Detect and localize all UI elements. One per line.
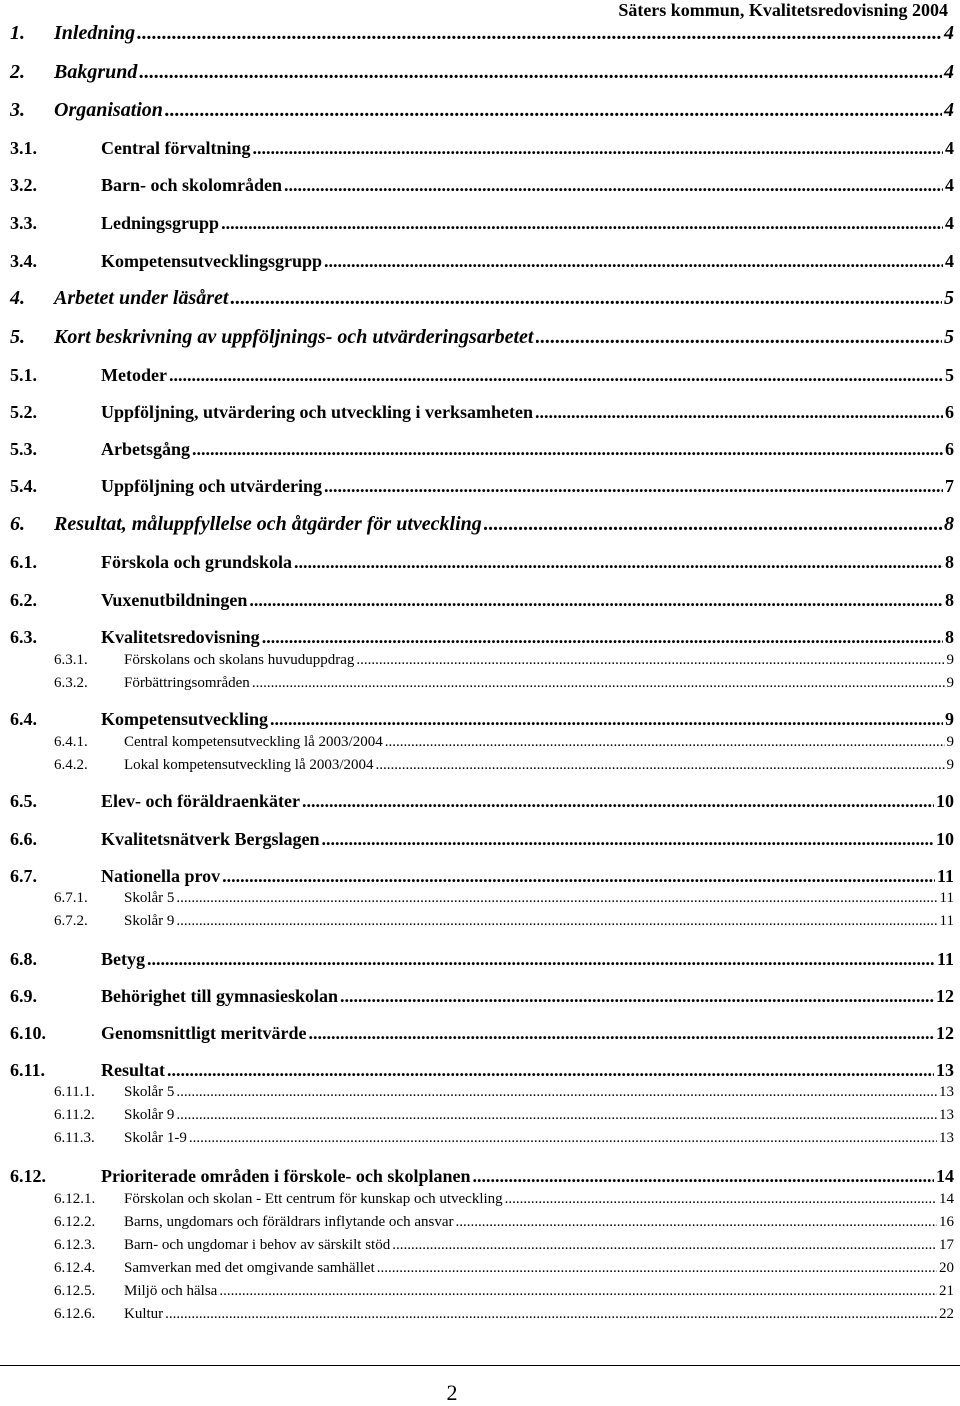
toc-entry-title: Central förvaltning	[101, 138, 251, 158]
toc-leader-dots	[356, 652, 944, 669]
toc-leader-dots	[321, 829, 934, 850]
toc-entry-number: 6.5.	[10, 791, 37, 811]
toc-entry-page: 13	[939, 1107, 954, 1123]
toc-leader-dots	[219, 1283, 937, 1300]
toc-leader-dots	[137, 22, 942, 45]
toc-entry-page: 14	[936, 1166, 954, 1186]
toc-entry-number: 6.12.4.	[54, 1260, 96, 1276]
toc-entry-number: 6.11.2.	[54, 1107, 95, 1123]
toc-entry[interactable]	[10, 1060, 954, 1081]
toc-leader-dots	[176, 1107, 937, 1124]
toc-entry-title: Förskola och grundskola	[101, 552, 293, 572]
toc-entry-title: Central kompetensutveckling lå 2003/2004	[124, 734, 383, 750]
toc-entry-title: Genomsnittligt meritvärde	[101, 1023, 307, 1043]
toc-leader-dots	[230, 287, 942, 310]
toc-entry-number: 6.4.2.	[54, 757, 88, 773]
toc-entry[interactable]	[10, 949, 954, 970]
toc-entry[interactable]	[10, 829, 954, 850]
toc-entry[interactable]	[54, 1306, 954, 1323]
toc-entry-page: 9	[946, 652, 954, 668]
toc-leader-dots	[340, 986, 934, 1007]
toc-entry[interactable]	[54, 1191, 954, 1208]
toc-entry-page: 13	[936, 1060, 954, 1080]
toc-entry-page: 8	[945, 552, 954, 572]
toc-leader-dots	[302, 791, 934, 812]
toc-entry[interactable]	[10, 439, 954, 460]
toc-entry-page: 11	[939, 890, 954, 906]
toc-entry-title: Metoder	[101, 365, 167, 385]
toc-entry-page: 4	[945, 175, 954, 195]
toc-entry-number: 6.3.1.	[54, 652, 88, 668]
toc-entry-page: 4	[944, 22, 954, 44]
toc-entry-title: Förskolan och skolan - Ett centrum för kunskap och utveckling	[124, 1191, 503, 1207]
toc-entry[interactable]	[10, 1023, 954, 1044]
toc-entry-page: 5	[945, 365, 954, 385]
toc-entry[interactable]	[10, 138, 954, 159]
toc-entry-title: Nationella prov	[101, 866, 221, 886]
toc-leader-dots	[192, 439, 943, 460]
toc-entry-page: 5	[944, 326, 954, 348]
toc-leader-dots	[376, 757, 945, 774]
toc-entry-number: 6.7.	[10, 866, 37, 886]
toc-entry-number: 6.12.3.	[54, 1237, 96, 1253]
toc-leader-dots	[455, 1214, 937, 1231]
toc-entry-page: 22	[939, 1306, 954, 1322]
toc-leader-dots	[505, 1191, 937, 1208]
toc-entry[interactable]	[54, 1107, 954, 1124]
toc-entry-title: Arbetsgång	[101, 439, 190, 459]
toc-leader-dots	[484, 513, 942, 536]
toc-entry[interactable]	[54, 652, 954, 669]
toc-entry-title: Elev- och föräldraenkäter	[101, 791, 300, 811]
toc-entry[interactable]	[54, 1237, 954, 1254]
toc-entry-page: 10	[936, 791, 954, 811]
toc-entry[interactable]	[10, 287, 954, 310]
toc-entry-page: 7	[945, 476, 954, 496]
toc-entry-page: 9	[946, 675, 954, 691]
toc-entry-title: Lokal kompetensutveckling lå 2003/2004	[124, 757, 374, 773]
toc-leader-dots	[189, 1130, 937, 1147]
toc-entry[interactable]	[10, 791, 954, 812]
toc-entry-number: 6.	[10, 513, 25, 535]
toc-entry-title: Resultat, måluppfyllelse och åtgärder för utveckling	[54, 513, 482, 535]
toc-entry[interactable]	[54, 890, 954, 907]
toc-entry-page: 10	[936, 829, 954, 849]
toc-entry-page: 8	[945, 627, 954, 647]
toc-entry[interactable]	[10, 251, 954, 272]
toc-entry-page: 17	[939, 1237, 954, 1253]
toc-entry[interactable]	[54, 1214, 954, 1231]
toc-leader-dots	[385, 734, 945, 751]
toc-leader-dots	[270, 709, 943, 730]
toc-entry-title: Kort beskrivning av uppföljnings- och utvärderingsarbetet	[54, 326, 534, 348]
toc-entry[interactable]	[54, 757, 954, 774]
toc-leader-dots	[176, 890, 937, 907]
toc-leader-dots	[222, 866, 935, 887]
toc-leader-dots	[165, 1306, 937, 1323]
toc-entry-page: 13	[939, 1084, 954, 1100]
toc-entry-title: Uppföljning och utvärdering	[101, 476, 323, 496]
toc-entry-number: 6.12.5.	[54, 1283, 96, 1299]
toc-leader-dots	[249, 590, 943, 611]
toc-entry-title: Resultat	[101, 1060, 165, 1080]
toc-entry-number: 6.4.	[10, 709, 37, 729]
toc-entry[interactable]	[10, 709, 954, 730]
toc-leader-dots	[262, 627, 943, 648]
toc-entry-number: 2.	[10, 61, 25, 83]
toc-entry-page: 4	[945, 138, 954, 158]
toc-leader-dots	[308, 1023, 934, 1044]
toc-entry-title: Skolår 9	[124, 913, 175, 929]
toc-entry-page: 12	[936, 1023, 954, 1043]
toc-entry-title: Kultur	[124, 1306, 164, 1322]
toc-entry[interactable]	[54, 675, 954, 692]
toc-entry[interactable]	[10, 61, 954, 84]
toc-entry-title: Vuxenutbildningen	[101, 590, 248, 610]
toc-entry-page: 21	[939, 1283, 954, 1299]
toc-entry-page: 8	[944, 513, 954, 535]
toc-entry[interactable]	[54, 734, 954, 751]
toc-entry-title: Förbättringsområden	[124, 675, 250, 691]
toc-entry-page: 4	[945, 213, 954, 233]
toc-entry-number: 6.8.	[10, 949, 37, 969]
toc-leader-dots	[167, 1060, 934, 1081]
toc-leader-dots	[324, 476, 943, 497]
running-header: Säters kommun, Kvalitetsredovisning 2004	[618, 0, 948, 20]
toc-entry-number: 6.11.	[10, 1060, 46, 1080]
toc-entry-page: 8	[945, 590, 954, 610]
toc-entry-number: 5.	[10, 326, 25, 348]
toc-entry-number: 3.4.	[10, 251, 37, 271]
toc-entry[interactable]	[54, 913, 954, 930]
toc-entry-page: 20	[939, 1260, 954, 1276]
toc-leader-dots	[139, 61, 942, 84]
toc-entry-title: Uppföljning, utvärdering och utveckling i verksamheten	[101, 402, 534, 422]
toc-entry-page: 13	[939, 1130, 954, 1146]
toc-entry[interactable]	[10, 213, 954, 234]
toc-entry[interactable]	[10, 22, 954, 45]
toc-entry-number: 3.2.	[10, 175, 37, 195]
toc-entry-number: 6.11.3.	[54, 1130, 95, 1146]
toc-entry-number: 5.3.	[10, 439, 37, 459]
toc-entry-page: 4	[944, 99, 954, 121]
toc-entry-title: Barn- och ungdomar i behov av särskilt stöd	[124, 1237, 391, 1253]
toc-entry-number: 3.	[10, 99, 25, 121]
toc-entry[interactable]	[10, 513, 954, 536]
footer-divider	[0, 1365, 960, 1366]
toc-entry-number: 6.9.	[10, 986, 37, 1006]
toc-entry[interactable]	[10, 866, 954, 887]
toc-entry[interactable]	[54, 1283, 954, 1300]
toc-leader-dots	[324, 251, 943, 272]
toc-entry[interactable]	[54, 1084, 954, 1101]
toc-entry-title: Samverkan med det omgivande samhället	[124, 1260, 375, 1276]
toc-entry-title: Förskolans och skolans huvuduppdrag	[124, 652, 355, 668]
toc-leader-dots	[147, 949, 935, 970]
toc-entry-title: Organisation	[54, 99, 163, 121]
toc-entry-number: 5.4.	[10, 476, 37, 496]
toc-entry-title: Barn- och skolområden	[101, 175, 283, 195]
toc-entry-page: 9	[945, 709, 954, 729]
toc-entry-title: Skolår 5	[124, 1084, 175, 1100]
toc-leader-dots	[535, 402, 943, 423]
toc-entry-title: Skolår 1-9	[124, 1130, 187, 1146]
toc-entry-number: 6.10.	[10, 1023, 46, 1043]
toc-entry-number: 4.	[10, 287, 25, 309]
toc-entry-page: 4	[944, 61, 954, 83]
toc-entry-number: 6.1.	[10, 552, 37, 572]
toc-entry-title: Kompetensutvecklingsgrupp	[101, 251, 323, 271]
toc-entry-title: Behörighet till gymnasieskolan	[101, 986, 339, 1006]
toc-entry-number: 6.3.	[10, 627, 37, 647]
toc-entry-number: 5.1.	[10, 365, 37, 385]
toc-entry-page: 5	[944, 287, 954, 309]
toc-entry-page: 9	[946, 734, 954, 750]
toc-entry-number: 6.12.6.	[54, 1306, 96, 1322]
toc-entry-page: 16	[939, 1214, 954, 1230]
toc-entry[interactable]	[10, 627, 954, 648]
toc-entry[interactable]	[10, 986, 954, 1007]
toc-entry-number: 6.4.1.	[54, 734, 88, 750]
toc-entry-title: Ledningsgrupp	[101, 213, 220, 233]
toc-leader-dots	[176, 1084, 937, 1101]
toc-entry[interactable]	[54, 1130, 954, 1147]
toc-entry-title: Arbetet under läsåret	[54, 287, 229, 309]
toc-entry-number: 6.7.2.	[54, 913, 88, 929]
toc-entry-title: Barns, ungdomars och föräldrars inflytande och ansvar	[124, 1214, 454, 1230]
toc-entry-title: Miljö och hälsa	[124, 1283, 218, 1299]
toc-entry-page: 4	[945, 251, 954, 271]
toc-entry-number: 6.12.2.	[54, 1214, 96, 1230]
toc-entry-number: 6.12.	[10, 1166, 46, 1186]
toc-entry-number: 3.3.	[10, 213, 37, 233]
toc-leader-dots	[252, 675, 945, 692]
toc-leader-dots	[536, 326, 943, 349]
toc-entry-title: Betyg	[101, 949, 145, 969]
toc-entry-number: 6.6.	[10, 829, 37, 849]
toc-entry-page: 9	[946, 757, 954, 773]
toc-entry-title: Bakgrund	[54, 61, 138, 83]
toc-entry-page: 6	[945, 439, 954, 459]
toc-entry-number: 6.7.1.	[54, 890, 88, 906]
toc-entry[interactable]	[10, 99, 954, 122]
toc-entry-title: Kompetensutveckling	[101, 709, 269, 729]
toc-entry[interactable]	[10, 1166, 954, 1187]
toc-entry-number: 6.11.1.	[54, 1084, 95, 1100]
page-number: 2	[446, 1380, 458, 1405]
toc-entry-page: 11	[939, 913, 954, 929]
toc-entry-number: 6.3.2.	[54, 675, 88, 691]
toc-entry[interactable]	[10, 476, 954, 497]
toc-leader-dots	[169, 365, 943, 386]
toc-entry[interactable]	[10, 402, 954, 423]
toc-entry-page: 11	[936, 866, 954, 886]
toc-entry[interactable]	[54, 1260, 954, 1277]
toc-entry-title: Kvalitetsnätverk Bergslagen	[101, 829, 320, 849]
toc-entry-title: Inledning	[54, 22, 136, 44]
toc-entry-page: 6	[945, 402, 954, 422]
toc-leader-dots	[176, 913, 937, 930]
toc-entry-number: 3.1.	[10, 138, 37, 158]
toc-leader-dots	[377, 1260, 937, 1277]
toc-entry-page: 11	[936, 949, 954, 969]
toc-leader-dots	[472, 1166, 934, 1187]
toc-entry-number: 6.2.	[10, 590, 37, 610]
toc-entry-title: Kvalitetsredovisning	[101, 627, 260, 647]
toc-entry-title: Skolår 9	[124, 1107, 175, 1123]
toc-entry-number: 1.	[10, 22, 25, 44]
toc-leader-dots	[294, 552, 943, 573]
toc-entry-number: 5.2.	[10, 402, 37, 422]
toc-entry[interactable]	[10, 175, 954, 196]
toc-entry[interactable]	[10, 590, 954, 611]
toc-leader-dots	[252, 138, 943, 159]
toc-entry-number: 6.12.1.	[54, 1191, 96, 1207]
toc-entry[interactable]	[10, 326, 954, 349]
toc-entry[interactable]	[10, 552, 954, 573]
toc-entry-page: 14	[939, 1191, 954, 1207]
toc-leader-dots	[284, 175, 943, 196]
toc-leader-dots	[392, 1237, 937, 1254]
toc-leader-dots	[165, 99, 942, 122]
toc-leader-dots	[221, 213, 943, 234]
toc-entry-title: Prioriterade områden i förskole- och skolplanen	[101, 1166, 471, 1186]
toc-entry-page: 12	[936, 986, 954, 1006]
toc-entry[interactable]	[10, 365, 954, 386]
toc-entry-title: Skolår 5	[124, 890, 175, 906]
